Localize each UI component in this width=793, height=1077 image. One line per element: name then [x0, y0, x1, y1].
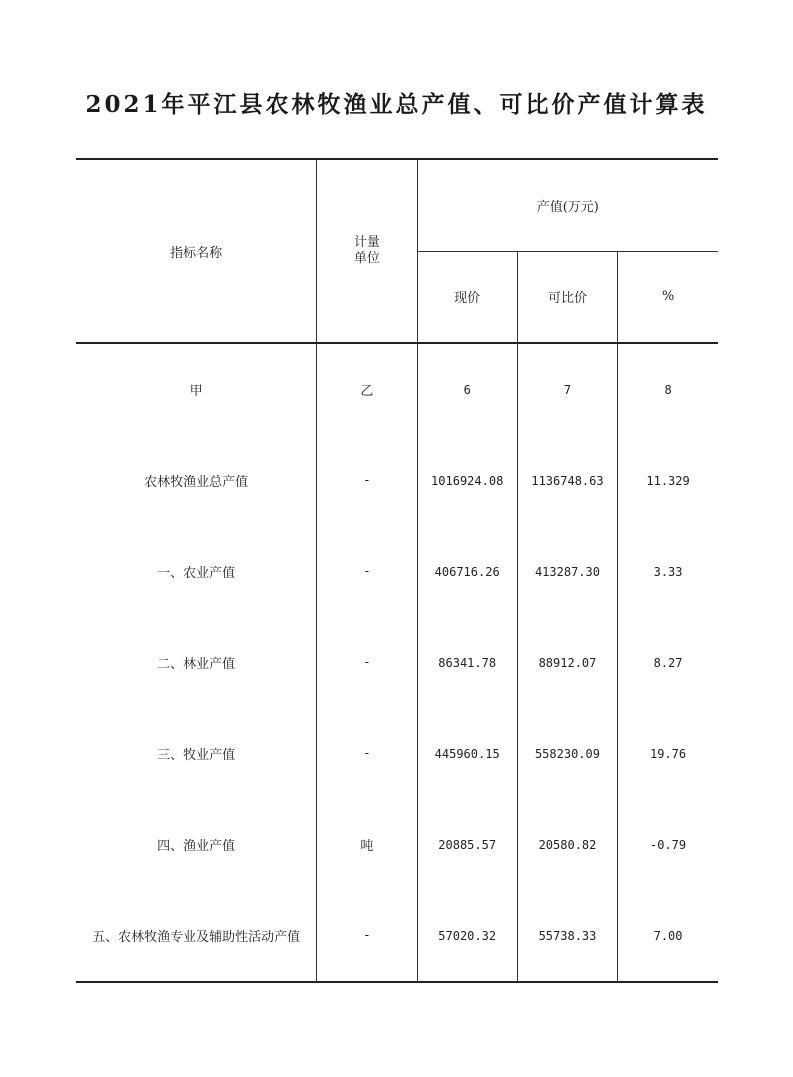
header-unit: [317, 159, 417, 343]
row-pct: 8.27: [618, 617, 718, 708]
row-current: 86341.78: [417, 617, 517, 708]
header-percent: %: [618, 251, 718, 343]
row-current: 6: [417, 343, 517, 435]
row-name: 一、农业产值: [76, 526, 317, 617]
row-pct: 7.00: [618, 890, 718, 982]
row-current: 406716.26: [417, 526, 517, 617]
table-row: [76, 890, 718, 982]
row-current: 20885.57: [417, 799, 517, 890]
row-unit: -: [317, 617, 417, 708]
header-unit-line1: 计量: [353, 235, 380, 250]
row-unit: -: [317, 708, 417, 799]
row-comparable: 20580.82: [517, 799, 617, 890]
header-comparable-price: 可比价: [517, 251, 617, 343]
row-pct: 8: [618, 343, 718, 435]
row-name: 五、农林牧渔专业及辅助性活动产值: [76, 890, 317, 982]
header-unit-line2: 单位: [353, 251, 380, 266]
row-current: 1016924.08: [417, 435, 517, 526]
header-current-price: 现价: [417, 251, 517, 343]
output-table: [76, 158, 718, 983]
table-row: [76, 617, 718, 708]
row-name: 农林牧渔业总产值: [76, 435, 317, 526]
row-comparable: 558230.09: [517, 708, 617, 799]
row-current: 445960.15: [417, 708, 517, 799]
row-unit: 乙: [317, 343, 417, 435]
header-indicator: 指标名称: [76, 159, 317, 343]
table-row: [76, 526, 718, 617]
row-name: 甲: [76, 343, 317, 435]
row-name: 三、牧业产值: [76, 708, 317, 799]
row-unit: -: [317, 435, 417, 526]
row-name: 四、渔业产值: [76, 799, 317, 890]
page-title: 2021年平江县农林牧渔业总产值、可比价产值计算表: [85, 91, 708, 118]
row-unit: 吨: [317, 799, 417, 890]
row-unit: -: [317, 526, 417, 617]
row-pct: 19.76: [618, 708, 718, 799]
table-row: [76, 435, 718, 526]
row-comparable: 413287.30: [517, 526, 617, 617]
row-pct: 3.33: [618, 526, 718, 617]
row-unit: -: [317, 890, 417, 982]
table-row: [76, 343, 718, 435]
row-comparable: 55738.33: [517, 890, 617, 982]
row-name: 二、林业产值: [76, 617, 317, 708]
row-pct: -0.79: [618, 799, 718, 890]
header-output-group: 产值(万元): [417, 159, 718, 251]
row-comparable: 7: [517, 343, 617, 435]
table-row: [76, 799, 718, 890]
row-pct: 11.329: [618, 435, 718, 526]
row-comparable: 88912.07: [517, 617, 617, 708]
row-comparable: 1136748.63: [517, 435, 617, 526]
row-current: 57020.32: [417, 890, 517, 982]
table-row: [76, 708, 718, 799]
